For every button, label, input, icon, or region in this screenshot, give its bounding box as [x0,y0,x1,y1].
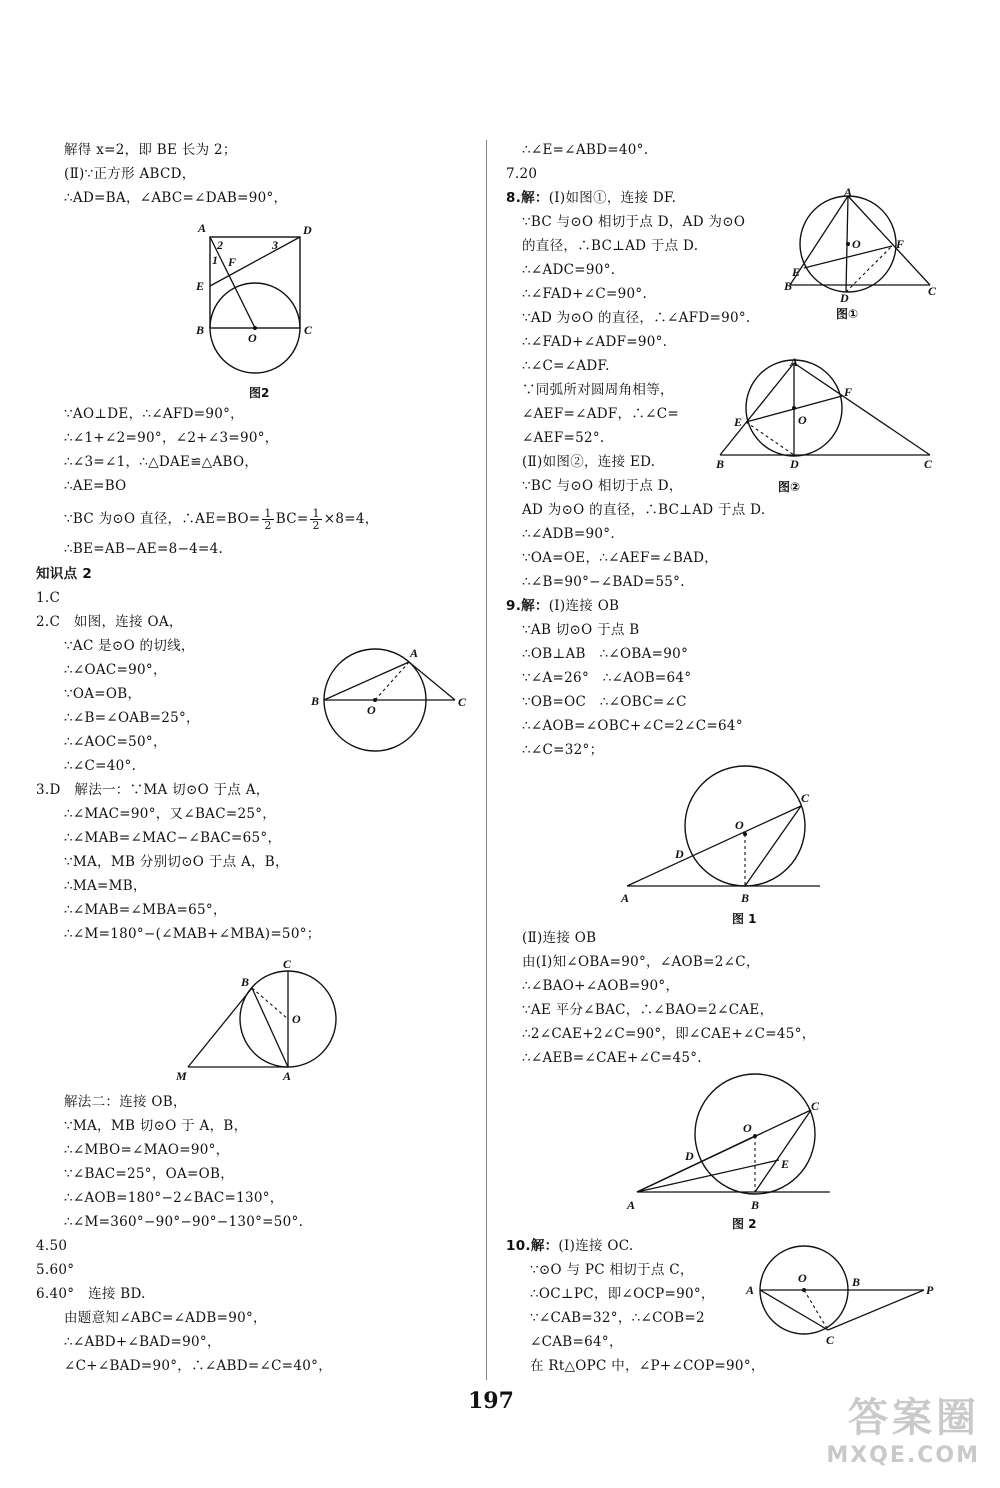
watermark [826,1386,980,1468]
text-line: ∵∠CAB=32°，∴∠COB=2 [530,1310,705,1326]
text-segment: ∵BC 为⊙O 直径，∴AE=BO= [64,511,261,527]
text-line: ∴∠AOB=180°−2∠BAC=130°， [64,1190,284,1206]
text-line: ∴∠B=90°−∠BAD=55°. [522,574,685,590]
text-line: ∴∠FAD+∠C=90°. [522,286,648,302]
text-line: ∴∠B=∠OAB=25°， [64,710,200,726]
text-line [506,1237,634,1255]
text-line-fraction [64,508,379,531]
fig-label: D [685,1149,694,1163]
text-line: 解得 x=2，即 BE 长为 2； [64,142,237,158]
fig-label: B [311,694,320,708]
fig-label: A [283,1069,292,1083]
column-divider [486,140,487,1380]
text-line: ∵OB=OC ∴∠OBC=∠C [522,694,687,710]
text-line: ∴∠M=360°−90°−90°−130°=50°. [64,1214,304,1230]
text-line: ∴∠AOC=50°， [64,734,167,750]
answer-head: 10.解： [506,1238,559,1254]
text-line: ∴BE=AB−AE=8−4=4. [64,541,224,557]
text-line: ∵AD 为⊙O 的直径，∴∠AFD=90°. [522,310,751,326]
fig-label: A [790,358,799,369]
fig-label: O [367,703,376,717]
text-line: ∴∠ABD+∠BAD=90°， [64,1334,221,1350]
text-line: ∴∠MAB=∠MAC−∠BAC=65°， [64,830,282,846]
fig-label: F [844,385,853,399]
fig-label: O [248,331,257,345]
figure-q9-1 [615,762,830,912]
figure-q2-tangent [305,640,475,755]
text-line: ∠AEF=∠ADF，∴∠C= [522,406,679,422]
fig-label: F [896,237,905,251]
text-segment: BC= [275,511,309,527]
text-line: ∴∠C=32°； [522,742,604,758]
text-line: ∠AEF=52°. [522,430,605,446]
fig-label: A [627,1198,636,1212]
fig-label: 1 [212,253,218,267]
text-line: ∴∠3=∠1，∴△DAE≌△ABO， [64,454,259,470]
text-line: ∴2∠CAE+2∠C=90°，即∠CAE+∠C=45°， [522,1026,816,1042]
text-line: ∵同弧所对圆周角相等， [522,382,674,398]
text-line: (Ⅱ)如图②，连接 ED. [522,454,656,470]
figure-caption: 图② [778,480,801,494]
fig-label: B [852,1275,861,1289]
text-line: ∴∠M=180°−(∠MAB+∠MBA)=50°； [64,926,321,942]
fig-label: O [798,1271,807,1285]
text-line: ∠CAB=64°， [530,1334,623,1350]
fraction-numerator: 1 [312,507,320,520]
fig-label: O [743,1121,752,1135]
text-line: ∴∠C=∠ADF. [522,358,610,374]
text-line: ∵AE 平分∠BAC，∴∠BAO=2∠CAE， [522,1002,774,1018]
fig-label: C [928,284,937,298]
text-line: 解法二：连接 OB， [64,1094,187,1110]
fraction [262,508,273,531]
text-line: (Ⅱ)连接 OB [522,930,597,946]
text-line: ∴∠AEB=∠CAE+∠C=45°. [522,1050,702,1066]
fig-label: O [292,1012,301,1026]
text-line: ∵MA，MB 切⊙O 于 A，B， [64,1118,248,1134]
text-segment: ×8=4， [323,511,379,527]
text-line: ∵OA=OE，∴∠AEF=∠BAD， [522,550,719,566]
figure-q8-1 [780,188,950,303]
text-line: ∴∠AOB=∠OBC+∠C=2∠C=64° [522,718,743,734]
text-line: ∴AE=BO [64,478,127,494]
text-segment: (Ⅰ)连接 OB [548,598,620,614]
fig-label: A [198,221,207,235]
text-line: AD 为⊙O 的直径，∴BC⊥AD 于点 D. [522,502,766,518]
watermark-title: 答案圈 [848,1395,980,1441]
text-line: ∴OC⊥PC，即∠OCP=90°， [530,1286,715,1302]
text-line: ∴∠ADC=90°. [522,262,616,278]
fig-label: B [241,975,250,989]
figure-q3-tangents [170,955,350,1085]
fig-label: B [716,457,725,471]
figure-2-square-circle [190,218,320,378]
fig-label: C [801,791,810,805]
text-line: 的直径，∴BC⊥AD 于点 D. [522,238,699,254]
text-line: ∴∠MAC=90°，又∠BAC=25°， [64,806,277,822]
text-line: 4.50 [36,1238,68,1254]
fig-label: O [798,413,807,427]
fig-label: B [196,323,205,337]
text-line: ∴∠MBO=∠MAO=90°， [64,1142,230,1158]
fig-label: B [784,279,793,293]
text-line: ∴∠ADB=90°. [522,526,615,542]
text-line: 由(Ⅰ)知∠OBA=90°，∠AOB=2∠C， [522,954,760,970]
text-segment: (Ⅰ)如图①，连接 DF. [548,190,677,206]
fig-label: D [840,291,849,303]
fig-label: E [781,1157,790,1171]
text-line: ∵AC 是⊙O 的切线， [64,638,195,654]
text-line: ∵⊙O 与 PC 相切于点 C， [530,1262,694,1278]
text-line: ∵AO⊥DE，∴∠AFD=90°， [64,406,244,422]
answer-head: 9.解： [506,598,549,614]
text-line [506,597,619,615]
figure-caption: 图 2 [732,1217,757,1231]
fig-label: B [741,891,750,905]
text-line: 5.60° [36,1262,75,1278]
fig-label: B [751,1198,760,1212]
fig-label: A [746,1283,755,1297]
text-line: ∴∠1+∠2=90°，∠2+∠3=90°， [64,430,279,446]
fraction-denominator: 2 [312,519,320,532]
fig-label: M [176,1069,187,1083]
text-line: ∴AD=BA，∠ABC=∠DAB=90°， [64,190,288,206]
text-line: ∴∠C=40°. [64,758,137,774]
figure-q9-2 [615,1072,840,1217]
fig-label: P [926,1283,934,1297]
text-line: 在 Rt△OPC 中，∠P+∠COP=90°， [530,1358,765,1374]
text-line: ∴∠OAC=90°， [64,662,167,678]
figure-q8-2 [710,358,950,473]
fig-label: 3 [272,238,278,252]
fig-label: C [283,957,292,971]
fig-label: D [303,223,312,237]
text-line: ∴∠MAB=∠MBA=65°， [64,902,227,918]
fraction-denominator: 2 [264,519,272,532]
fraction [310,508,321,531]
text-line: ∵∠A=26° ∴∠AOB=64° [522,670,692,686]
figure-q10 [740,1244,940,1349]
fig-label: 2 [217,238,223,252]
text-line: ∵OA=OB， [64,686,142,702]
text-line: 6.40° 连接 BD. [36,1286,146,1302]
figure-caption: 图① [836,307,859,321]
text-line: 2.C 如图，连接 OA， [36,614,183,630]
text-line: ∴MA=MB， [64,878,147,894]
text-line: 由题意知∠ABC=∠ADB=90°， [64,1310,267,1326]
text-line: ∴∠BAO+∠AOB=90°， [522,978,680,994]
fig-label: C [826,1333,835,1347]
fig-label: O [735,818,744,832]
figure-caption: 图 1 [732,912,757,926]
fig-label: E [734,415,743,429]
answer-head: 8.解： [506,190,549,206]
fig-label: A [844,188,853,199]
fig-label: C [304,323,313,337]
fig-label: A [621,891,630,905]
text-line: (Ⅱ)∵正方形 ABCD， [64,166,196,182]
fig-label: E [792,265,801,279]
figure-caption: 图2 [249,386,270,400]
fig-label: C [458,695,467,709]
fig-label: F [228,255,237,269]
text-line: 7.20 [506,166,538,182]
text-line: ∵MA，MB 分别切⊙O 于点 A，B， [64,854,289,870]
fig-label: C [811,1099,820,1113]
text-line: 3.D 解法一：∵MA 切⊙O 于点 A， [36,782,270,798]
fig-label: D [790,457,799,471]
fig-label: E [196,279,205,293]
text-line: ∵BC 与⊙O 相切于点 D， [522,478,683,494]
fraction-numerator: 1 [264,507,272,520]
text-line: 1.C [36,590,61,606]
fig-label: A [410,646,419,660]
page-number: 197 [468,1388,514,1414]
text-line: ∵BC 与⊙O 相切于点 D，AD 为⊙O [522,214,746,230]
fig-label: D [675,847,684,861]
text-line: ∴OB⊥AB ∴∠OBA=90° [522,646,689,662]
fig-label: O [852,237,861,251]
text-line: ∵∠BAC=25°，OA=OB， [64,1166,235,1182]
text-line: ∴∠E=∠ABD=40°. [522,142,649,158]
section-heading: 知识点 2 [36,566,93,582]
watermark-url: MXQE.COM [826,1443,980,1468]
text-line: ∠C+∠BAD=90°，∴∠ABD=∠C=40°， [64,1358,332,1374]
text-line: ∴∠FAD+∠ADF=90°. [522,334,668,350]
text-segment: (Ⅰ)连接 OC. [558,1238,634,1254]
fig-label: C [924,457,933,471]
text-line [506,189,676,207]
text-line: ∵AB 切⊙O 于点 B [522,622,640,638]
